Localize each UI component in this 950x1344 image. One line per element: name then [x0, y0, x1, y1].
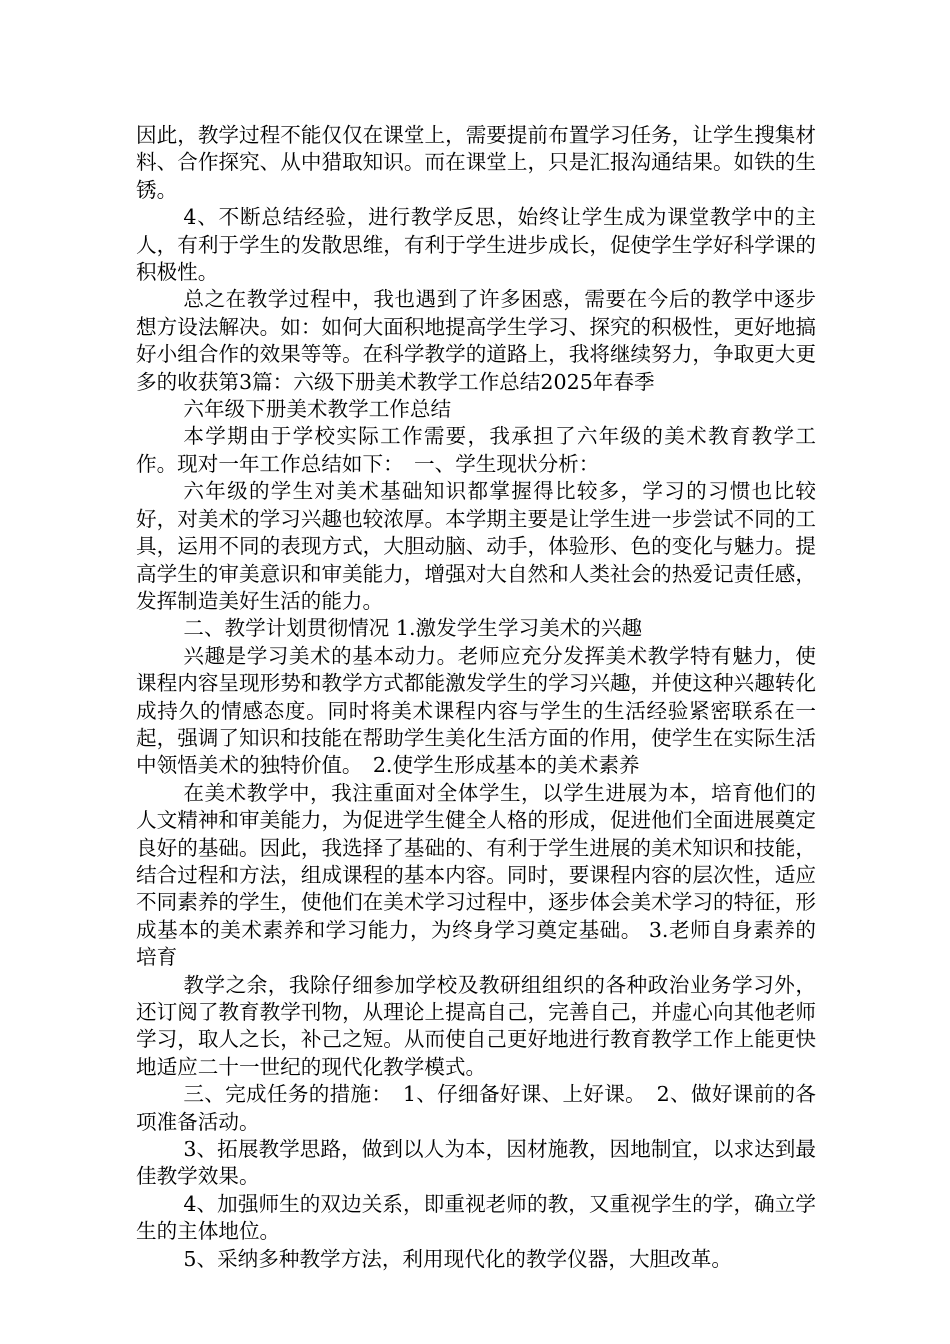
paragraph: 5、采纳多种教学方法，利用现代化的教学仪器，大胆改革。 — [183, 1246, 732, 1271]
paragraph: 兴趣是学习美术的基本动力。老师应充分发挥美术教学特有魅力，使课程内容呈现形势和教学方式都能激发学生的学习兴趣，并使这种兴趣转化成持久的情感态度。同时将美术课程内容与学生的生活经验紧密联系在一起，强调了知识和技能在帮助学生美化生活方面的作用，使学生在实际生活中领悟美术的独特价值。 2.使学生形成基本的美术素养 — [136, 643, 816, 778]
paragraph: 三、完成任务的措施： 1、仔细备好课、上好课。 2、做好课前的各项准备活动。 — [136, 1082, 816, 1134]
paragraph: 3、拓展教学思路，做到以人为本，因材施教，因地制宜，以求达到最佳教学效果。 — [136, 1137, 816, 1189]
paragraph: 4、不断总结经验，进行教学反思，始终让学生成为课堂教学中的主人，有利于学生的发散思维，有利于学生进步成长，促使学生学好科学课的积极性。 — [136, 205, 816, 285]
paragraph: 本学期由于学校实际工作需要，我承担了六年级的美术教育教学工作。现对一年工作总结如下： 一、学生现状分析： — [136, 424, 816, 476]
section-title: 六年级下册美术教学工作总结 — [183, 397, 452, 422]
document-body — [136, 122, 816, 1273]
paragraph: 二、教学计划贯彻情况 1.激发学生学习美术的兴趣 — [183, 616, 643, 641]
paragraph: 总之在教学过程中，我也遇到了许多困惑，需要在今后的教学中逐步想方设法解决。如：如何大面积地提高学生学习、探究的积极性，更好地搞好小组合作的效果等等。在科学教学的道路上，我将继续努力，争取更大更多的收获第3篇：六级下册美术教学工作总结2025年春季 — [136, 287, 816, 394]
paragraph: 在美术教学中，我注重面对全体学生，以学生进展为本，培育他们的人文精神和审美能力，为促进学生健全人格的形成，促进他们全面进展奠定良好的基础。因此，我选择了基础的、有利于学生进展的美术知识和技能，结合过程和方法，组成课程的基本内容。同时，要课程内容的层次性，适应不同素养的学生，使他们在美术学习过程中，逐步体会美术学习的特征，形成基本的美术素养和学习能力，为终身学习奠定基础。 3.老师自身素养的培育 — [136, 780, 816, 970]
paragraph: 教学之余，我除仔细参加学校及教研组组织的各种政治业务学习外，还订阅了教育教学刊物，从理论上提高自己，完善自己，并虚心向其他老师学习，取人之长，补己之短。从而使自己更好地进行教育教学工作上能更快地适应二十一世纪的现代化教学模式。 — [136, 972, 816, 1079]
paragraph: 六年级的学生对美术基础知识都掌握得比较多，学习的习惯也比较好，对美术的学习兴趣也较浓厚。本学期主要是让学生进一步尝试不同的工具，运用不同的表现方式，大胆动脑、动手，体验形、色的变化与魅力。提高学生的审美意识和审美能力，增强对大自然和人类社会的热爱记责任感，发挥制造美好生活的能力。 — [136, 479, 816, 613]
paragraph: 因此，教学过程不能仅仅在课堂上，需要提前布置学习任务，让学生搜集材料、合作探究、从中猎取知识。而在课堂上，只是汇报沟通结果。如铁的生锈。 — [136, 123, 816, 202]
paragraph: 4、加强师生的双边关系，即重视老师的教，又重视学生的学，确立学生的主体地位。 — [136, 1191, 816, 1244]
